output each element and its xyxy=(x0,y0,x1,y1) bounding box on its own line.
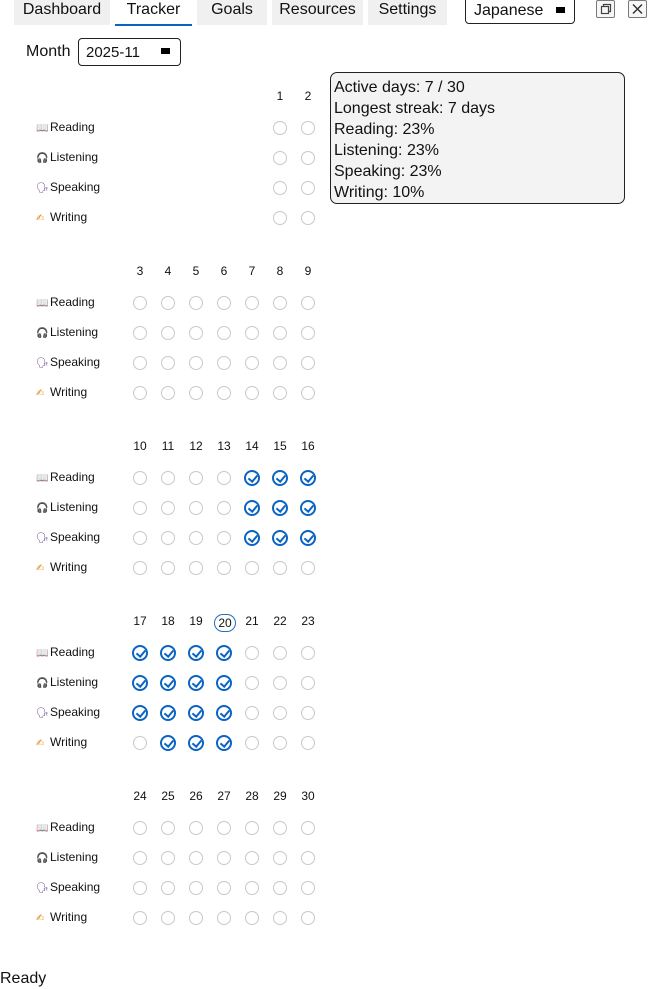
day-check-empty[interactable] xyxy=(189,821,203,835)
day-number: 27 xyxy=(217,789,231,803)
day-check-empty[interactable] xyxy=(245,881,259,895)
day-number: 3 xyxy=(136,264,144,278)
day-check-empty[interactable] xyxy=(189,881,203,895)
day-number: 15 xyxy=(273,439,287,453)
day-check-empty[interactable] xyxy=(217,356,231,370)
skill-label-text: Speaking xyxy=(50,180,101,194)
day-check-empty[interactable] xyxy=(301,561,315,575)
restore-window-button[interactable] xyxy=(596,0,615,18)
day-check-empty[interactable] xyxy=(133,356,147,370)
open-book-icon: 📖 xyxy=(36,473,49,484)
day-check-complete[interactable] xyxy=(244,500,260,516)
day-number: 21 xyxy=(245,614,259,628)
day-check-empty[interactable] xyxy=(161,821,175,835)
day-check-complete[interactable] xyxy=(300,500,316,516)
skill-label-speaking xyxy=(36,880,100,894)
day-check-empty[interactable] xyxy=(133,881,147,895)
day-check-empty[interactable] xyxy=(301,676,315,690)
day-check-empty[interactable] xyxy=(273,121,287,135)
day-check-empty[interactable] xyxy=(133,386,147,400)
skill-label-listening xyxy=(36,850,98,864)
month-select-value: 2025-11 xyxy=(86,44,140,61)
day-check-empty[interactable] xyxy=(133,531,147,545)
day-check-empty[interactable] xyxy=(189,386,203,400)
day-number: 19 xyxy=(189,614,203,628)
skill-label-speaking xyxy=(36,180,100,194)
day-check-complete[interactable] xyxy=(216,645,232,661)
day-check-complete[interactable] xyxy=(244,530,260,546)
writing-hand-icon: ✍ xyxy=(36,738,45,749)
skill-label-writing xyxy=(36,210,87,224)
dropdown-arrow-icon xyxy=(161,48,170,54)
day-check-empty[interactable] xyxy=(273,851,287,865)
skill-label-text: Reading xyxy=(50,295,95,309)
day-check-empty[interactable] xyxy=(301,881,315,895)
day-number: 25 xyxy=(161,789,175,803)
skill-label-text: Speaking xyxy=(50,355,101,369)
skill-label-listening xyxy=(36,500,98,514)
day-check-complete[interactable] xyxy=(300,470,316,486)
restore-icon xyxy=(597,1,614,17)
day-check-complete[interactable] xyxy=(272,470,288,486)
status-bar-text: Ready xyxy=(0,970,47,987)
tab-goals[interactable]: Goals xyxy=(197,0,267,25)
day-check-complete[interactable] xyxy=(188,705,204,721)
day-check-complete[interactable] xyxy=(244,470,260,486)
day-check-empty[interactable] xyxy=(245,646,259,660)
day-check-empty[interactable] xyxy=(133,326,147,340)
stat-active-days: Active days: 7 / 30 xyxy=(334,79,465,96)
day-check-empty[interactable] xyxy=(245,821,259,835)
day-check-empty[interactable] xyxy=(273,326,287,340)
day-check-empty[interactable] xyxy=(189,501,203,515)
day-check-empty[interactable] xyxy=(245,356,259,370)
skill-label-writing xyxy=(36,910,87,924)
skill-label-text: Speaking xyxy=(50,880,101,894)
day-check-empty[interactable] xyxy=(161,501,175,515)
day-check-empty[interactable] xyxy=(133,561,147,575)
day-check-empty[interactable] xyxy=(133,911,147,925)
tab-settings[interactable]: Settings xyxy=(368,0,447,25)
day-check-empty[interactable] xyxy=(161,296,175,310)
skill-label-text: Writing xyxy=(50,910,88,924)
skill-label-text: Listening xyxy=(50,850,99,864)
open-book-icon: 📖 xyxy=(36,648,49,659)
skill-label-text: Speaking xyxy=(50,705,101,719)
day-check-empty[interactable] xyxy=(217,471,231,485)
day-check-empty[interactable] xyxy=(189,911,203,925)
day-check-empty[interactable] xyxy=(189,471,203,485)
skill-label-text: Listening xyxy=(50,500,99,514)
skill-label-text: Reading xyxy=(50,820,95,834)
close-window-button[interactable] xyxy=(628,0,647,18)
day-check-complete[interactable] xyxy=(132,705,148,721)
day-check-empty[interactable] xyxy=(301,151,315,165)
day-check-empty[interactable] xyxy=(273,211,287,225)
day-check-empty[interactable] xyxy=(301,706,315,720)
day-check-empty[interactable] xyxy=(189,326,203,340)
day-check-empty[interactable] xyxy=(301,326,315,340)
day-check-empty[interactable] xyxy=(273,296,287,310)
day-number: 24 xyxy=(133,789,147,803)
month-select[interactable] xyxy=(78,38,181,66)
day-check-empty[interactable] xyxy=(301,211,315,225)
skill-label-text: Reading xyxy=(50,470,95,484)
tab-resources[interactable]: Resources xyxy=(272,0,363,25)
speaking-head-icon: 🗣 xyxy=(36,883,49,894)
day-number: 17 xyxy=(133,614,147,628)
skill-label-text: Listening xyxy=(50,325,99,339)
day-check-empty[interactable] xyxy=(217,531,231,545)
day-number: 1 xyxy=(276,89,284,103)
stat-listening: Listening: 23% xyxy=(334,142,439,159)
day-check-empty[interactable] xyxy=(273,821,287,835)
day-check-empty[interactable] xyxy=(245,911,259,925)
skill-label-text: Writing xyxy=(50,735,88,749)
day-check-empty[interactable] xyxy=(133,851,147,865)
skill-label-writing xyxy=(36,385,87,399)
skill-label-speaking xyxy=(36,530,100,544)
day-number: 18 xyxy=(161,614,175,628)
day-check-empty[interactable] xyxy=(133,736,147,750)
day-check-empty[interactable] xyxy=(161,881,175,895)
day-number: 30 xyxy=(301,789,315,803)
day-check-empty[interactable] xyxy=(133,821,147,835)
day-check-empty[interactable] xyxy=(301,121,315,135)
skill-label-reading xyxy=(36,470,95,484)
day-check-empty[interactable] xyxy=(273,181,287,195)
day-check-empty[interactable] xyxy=(161,356,175,370)
day-check-empty[interactable] xyxy=(189,356,203,370)
day-check-complete[interactable] xyxy=(132,675,148,691)
day-check-complete[interactable] xyxy=(272,530,288,546)
day-check-empty[interactable] xyxy=(273,151,287,165)
day-number: 10 xyxy=(133,439,147,453)
skill-label-text: Reading xyxy=(50,645,95,659)
day-check-empty[interactable] xyxy=(161,531,175,545)
speaking-head-icon: 🗣 xyxy=(36,358,49,369)
skill-label-text: Writing xyxy=(50,385,88,399)
day-number: 5 xyxy=(192,264,200,278)
skill-label-reading xyxy=(36,645,95,659)
day-check-empty[interactable] xyxy=(161,911,175,925)
day-check-complete[interactable] xyxy=(216,735,232,751)
skill-label-text: Listening xyxy=(50,150,99,164)
day-check-empty[interactable] xyxy=(245,736,259,750)
day-check-empty[interactable] xyxy=(189,296,203,310)
day-check-empty[interactable] xyxy=(217,851,231,865)
day-check-empty[interactable] xyxy=(273,356,287,370)
day-check-complete[interactable] xyxy=(188,735,204,751)
day-check-empty[interactable] xyxy=(217,911,231,925)
language-select-value: Japanese xyxy=(474,2,544,19)
day-check-empty[interactable] xyxy=(161,561,175,575)
skill-label-reading xyxy=(36,120,95,134)
day-check-empty[interactable] xyxy=(273,706,287,720)
skill-label-reading xyxy=(36,295,95,309)
writing-hand-icon: ✍ xyxy=(36,213,45,224)
day-check-empty[interactable] xyxy=(245,851,259,865)
day-number: 9 xyxy=(304,264,312,278)
day-check-complete[interactable] xyxy=(216,675,232,691)
skill-label-text: Writing xyxy=(50,210,88,224)
writing-hand-icon: ✍ xyxy=(36,563,45,574)
day-check-empty[interactable] xyxy=(301,386,315,400)
headphones-icon: 🎧 xyxy=(36,328,49,339)
skill-label-speaking xyxy=(36,705,100,719)
skill-label-listening xyxy=(36,675,98,689)
stat-speaking: Speaking: 23% xyxy=(334,163,442,180)
skill-label-listening xyxy=(36,325,98,339)
day-check-empty[interactable] xyxy=(133,501,147,515)
headphones-icon: 🎧 xyxy=(36,153,49,164)
day-check-empty[interactable] xyxy=(161,851,175,865)
headphones-icon: 🎧 xyxy=(36,853,49,864)
skill-label-text: Writing xyxy=(50,560,88,574)
skill-label-writing xyxy=(36,560,87,574)
day-check-empty[interactable] xyxy=(189,851,203,865)
day-check-complete[interactable] xyxy=(216,705,232,721)
day-check-empty[interactable] xyxy=(301,911,315,925)
day-check-empty[interactable] xyxy=(189,561,203,575)
writing-hand-icon: ✍ xyxy=(36,388,45,399)
day-number: 4 xyxy=(164,264,172,278)
day-check-empty[interactable] xyxy=(301,736,315,750)
skill-label-text: Speaking xyxy=(50,530,101,544)
day-number: 26 xyxy=(189,789,203,803)
day-number: 11 xyxy=(161,439,175,453)
day-check-empty[interactable] xyxy=(273,676,287,690)
skill-label-text: Listening xyxy=(50,675,99,689)
day-number: 2 xyxy=(304,89,312,103)
day-check-complete[interactable] xyxy=(160,645,176,661)
writing-hand-icon: ✍ xyxy=(36,913,45,924)
day-number: 6 xyxy=(220,264,228,278)
day-check-empty[interactable] xyxy=(301,821,315,835)
day-number: 8 xyxy=(276,264,284,278)
stat-reading: Reading: 23% xyxy=(334,121,435,138)
day-check-empty[interactable] xyxy=(245,296,259,310)
day-check-empty[interactable] xyxy=(273,646,287,660)
speaking-head-icon: 🗣 xyxy=(36,708,49,719)
day-number: 13 xyxy=(217,439,231,453)
day-number: 14 xyxy=(245,439,259,453)
day-number: 22 xyxy=(273,614,287,628)
day-number: 23 xyxy=(301,614,315,628)
skill-label-speaking xyxy=(36,355,100,369)
day-check-empty[interactable] xyxy=(273,386,287,400)
day-check-complete[interactable] xyxy=(188,675,204,691)
day-check-complete[interactable] xyxy=(272,500,288,516)
month-label: Month xyxy=(26,43,71,60)
day-check-empty[interactable] xyxy=(217,501,231,515)
open-book-icon: 📖 xyxy=(36,298,49,309)
day-check-empty[interactable] xyxy=(301,646,315,660)
day-check-empty[interactable] xyxy=(245,561,259,575)
day-number: 16 xyxy=(301,439,315,453)
day-check-empty[interactable] xyxy=(273,736,287,750)
day-number: 20 xyxy=(214,614,236,632)
day-check-empty[interactable] xyxy=(245,386,259,400)
skill-label-listening xyxy=(36,150,98,164)
day-check-empty[interactable] xyxy=(133,296,147,310)
day-number: 7 xyxy=(248,264,256,278)
day-check-empty[interactable] xyxy=(301,851,315,865)
day-check-complete[interactable] xyxy=(160,675,176,691)
close-icon xyxy=(629,1,646,17)
day-number: 29 xyxy=(273,789,287,803)
day-check-complete[interactable] xyxy=(132,645,148,661)
day-check-empty[interactable] xyxy=(273,911,287,925)
day-check-empty[interactable] xyxy=(217,821,231,835)
skill-label-writing xyxy=(36,735,87,749)
day-check-empty[interactable] xyxy=(161,471,175,485)
day-check-complete[interactable] xyxy=(188,645,204,661)
skill-label-reading xyxy=(36,820,95,834)
day-check-complete[interactable] xyxy=(160,735,176,751)
day-check-empty[interactable] xyxy=(133,471,147,485)
speaking-head-icon: 🗣 xyxy=(36,183,49,194)
headphones-icon: 🎧 xyxy=(36,503,49,514)
open-book-icon: 📖 xyxy=(36,823,49,834)
day-check-empty[interactable] xyxy=(161,326,175,340)
tab-tracker[interactable]: Tracker xyxy=(115,0,192,26)
day-check-complete[interactable] xyxy=(160,705,176,721)
day-check-empty[interactable] xyxy=(273,561,287,575)
stats-panel xyxy=(330,72,625,204)
day-check-empty[interactable] xyxy=(217,386,231,400)
stat-writing: Writing: 10% xyxy=(334,184,425,201)
day-check-empty[interactable] xyxy=(217,296,231,310)
stat-longest-streak: Longest streak: 7 days xyxy=(334,100,495,117)
skill-label-text: Reading xyxy=(50,120,95,134)
day-check-empty[interactable] xyxy=(161,386,175,400)
day-check-complete[interactable] xyxy=(300,530,316,546)
speaking-head-icon: 🗣 xyxy=(36,533,49,544)
day-check-empty[interactable] xyxy=(245,326,259,340)
day-number: 28 xyxy=(245,789,259,803)
language-select[interactable] xyxy=(465,0,575,24)
day-check-empty[interactable] xyxy=(217,561,231,575)
day-number: 12 xyxy=(189,439,203,453)
day-check-empty[interactable] xyxy=(245,706,259,720)
day-check-empty[interactable] xyxy=(245,676,259,690)
headphones-icon: 🎧 xyxy=(36,678,49,689)
open-book-icon: 📖 xyxy=(36,123,49,134)
day-check-empty[interactable] xyxy=(301,356,315,370)
tab-dashboard[interactable]: Dashboard xyxy=(14,0,110,25)
day-check-empty[interactable] xyxy=(301,181,315,195)
day-check-empty[interactable] xyxy=(189,531,203,545)
day-check-empty[interactable] xyxy=(217,326,231,340)
day-check-empty[interactable] xyxy=(273,881,287,895)
dropdown-arrow-icon xyxy=(556,7,565,13)
day-check-empty[interactable] xyxy=(301,296,315,310)
day-check-empty[interactable] xyxy=(217,881,231,895)
